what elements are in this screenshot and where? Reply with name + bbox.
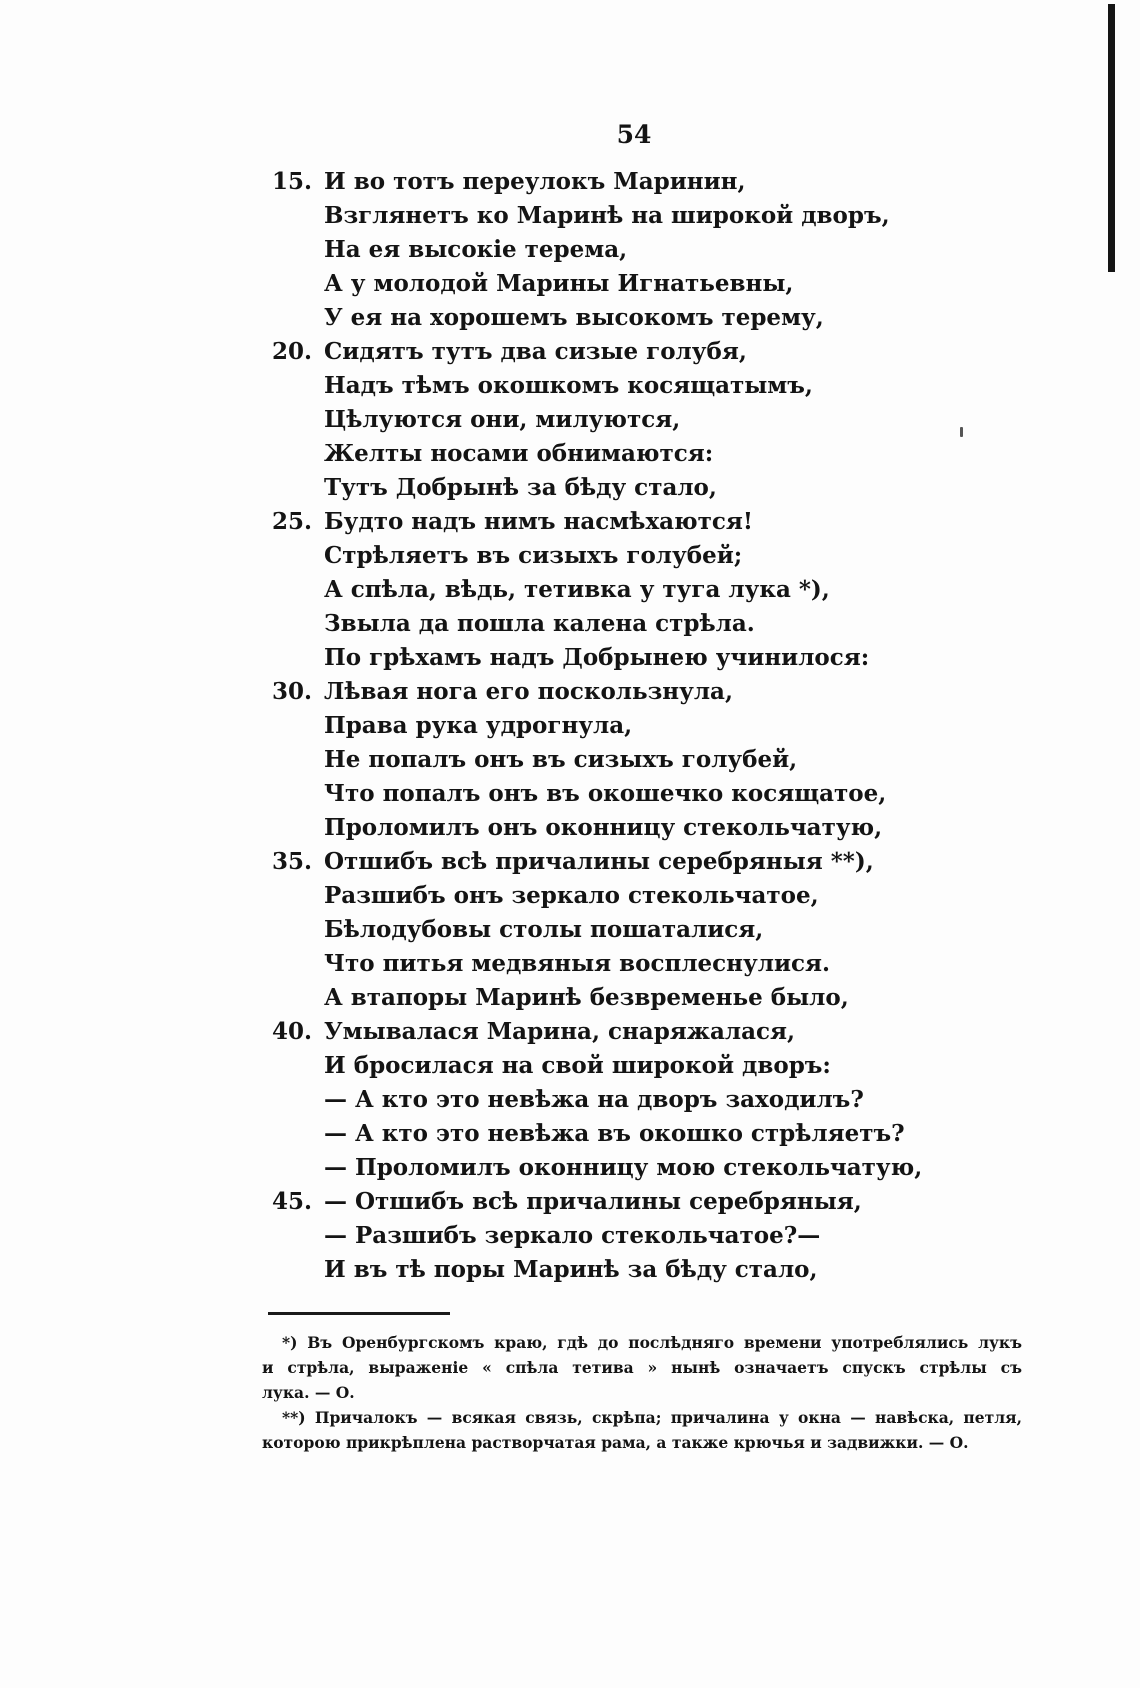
poem-line [272,301,922,335]
line-number: 20. [272,338,313,365]
poem-line-text: Цѣлуются они, милуются, [324,406,681,433]
poem-line [272,1151,922,1185]
poem-line-text: По грѣхамъ надъ Добрынею учинилося: [324,644,870,671]
poem-line-text: — А кто это невѣжа въ окошко стрѣляетъ? [324,1120,905,1147]
poem-line [272,1015,922,1049]
poem-line-text: Будто надъ нимъ насмѣхаются! [324,508,753,535]
poem-line-text: Тутъ Добрынѣ за бѣду стало, [324,474,717,501]
line-number: 30. [272,678,313,705]
poem-line-text: Что попалъ онъ въ окошечко косящатое, [324,780,887,807]
poem-line-text: Не попалъ онъ въ сизыхъ голубей, [324,746,798,773]
poem-line-text: Отшибъ всѣ причалины серебряныя **), [324,848,874,875]
poem-line-text: Желты носами обнимаются: [324,440,714,467]
poem-line [272,879,922,913]
poem-line [272,369,922,403]
poem-line [272,403,922,437]
poem-line-text: Взглянетъ ко Маринѣ на широкой дворъ, [324,202,890,229]
footnote-line: которою прикрѣплена растворчатая рама, а также крючья и задвижки. — О. [262,1433,969,1452]
poem-line-text: А втапоры Маринѣ безвременье было, [324,984,849,1011]
poem-line [272,913,922,947]
poem-line [272,709,922,743]
poem-line-text: Лѣвая нога его поскользнула, [324,678,733,705]
poem-line [272,675,922,709]
poem-line [272,471,922,505]
poem-line-text: Умывалася Марина, снаряжалася, [324,1018,796,1045]
poem-line [272,165,922,199]
poem-line-text: — Отшибъ всѣ причалины серебряныя, [324,1188,862,1215]
poem-line [272,1049,922,1083]
poem-line [272,1083,922,1117]
poem-line [272,573,922,607]
line-number: 35. [272,848,313,875]
poem-line [272,335,922,369]
poem-line [272,1117,922,1151]
poem-line-text: Проломилъ онъ оконницу стекольчатую, [324,814,883,841]
poem-line [272,947,922,981]
poem-line [272,777,922,811]
poem-line-text: Что питья медвяныя восплеснулися. [324,950,831,977]
line-number: 25. [272,508,313,535]
poem-line [272,505,922,539]
stray-ink-mark [960,427,963,437]
poem-line-text: И бросилася на свой широкой дворъ: [324,1052,831,1079]
poem-line [272,811,922,845]
footnote-divider [268,1312,450,1315]
poem-line-text: — А кто это невѣжа на дворъ заходилъ? [324,1086,864,1113]
poem-line-text: Сидятъ тутъ два сизые голубя, [324,338,747,365]
poem-line [272,1219,922,1253]
poem-line-text: Права рука удрогнула, [324,712,633,739]
poem-line [272,641,922,675]
poem-line [272,1185,922,1219]
poem-line [272,845,922,879]
line-number: 15. [272,168,313,195]
poem-body [272,165,922,1287]
poem-line-text: Надъ тѣмъ окошкомъ косящатымъ, [324,372,813,399]
footnotes [262,1330,1022,1455]
footnote-line: и стрѣла, выраженіе « спѣла тетива » нынѣ означаетъ спускъ стрѣлы съ [262,1358,1022,1377]
poem-line-text: На ея высокіе терема, [324,236,628,263]
poem-line-text: — Разшибъ зеркало стекольчатое?— [324,1222,821,1249]
poem-line [272,199,922,233]
line-number: 40. [272,1018,313,1045]
poem-line [272,1253,922,1287]
poem-line-text: — Проломилъ оконницу мою стекольчатую, [324,1154,923,1181]
poem-line-text: И въ тѣ поры Маринѣ за бѣду стало, [324,1256,818,1283]
footnote-line: **) Причалокъ — всякая связь, скрѣпа; причалина у окна — навѣска, петля, [282,1408,1022,1427]
poem-line [272,607,922,641]
poem-line-text: Стрѣляетъ въ сизыхъ голубей; [324,542,743,569]
poem-line [272,267,922,301]
poem-line-text: Разшибъ онъ зеркало стекольчатое, [324,882,819,909]
poem-line [272,981,922,1015]
page-number: 54 [616,120,652,149]
footnote-line: лука. — О. [262,1383,355,1402]
poem-line-text: Бѣлодубовы столы пошаталися, [324,916,764,943]
poem-line [272,539,922,573]
poem-line-text: Звыла да пошла калена стрѣла. [324,610,755,637]
poem-line [272,437,922,471]
poem-line-text: А спѣла, вѣдь, тетивка у туга лука *), [324,576,830,603]
poem-line-text: У ея на хорошемъ высокомъ терему, [324,304,824,331]
poem-line [272,743,922,777]
footnote-line: *) Въ Оренбургскомъ краю, гдѣ до послѣдняго времени употреблялись лукъ [282,1333,1022,1352]
poem-line [272,233,922,267]
line-number: 45. [272,1188,313,1215]
poem-line-text: А у молодой Марины Игнатьевны, [324,270,794,297]
poem-line-text: И во тотъ переулокъ Маринин, [324,168,746,195]
